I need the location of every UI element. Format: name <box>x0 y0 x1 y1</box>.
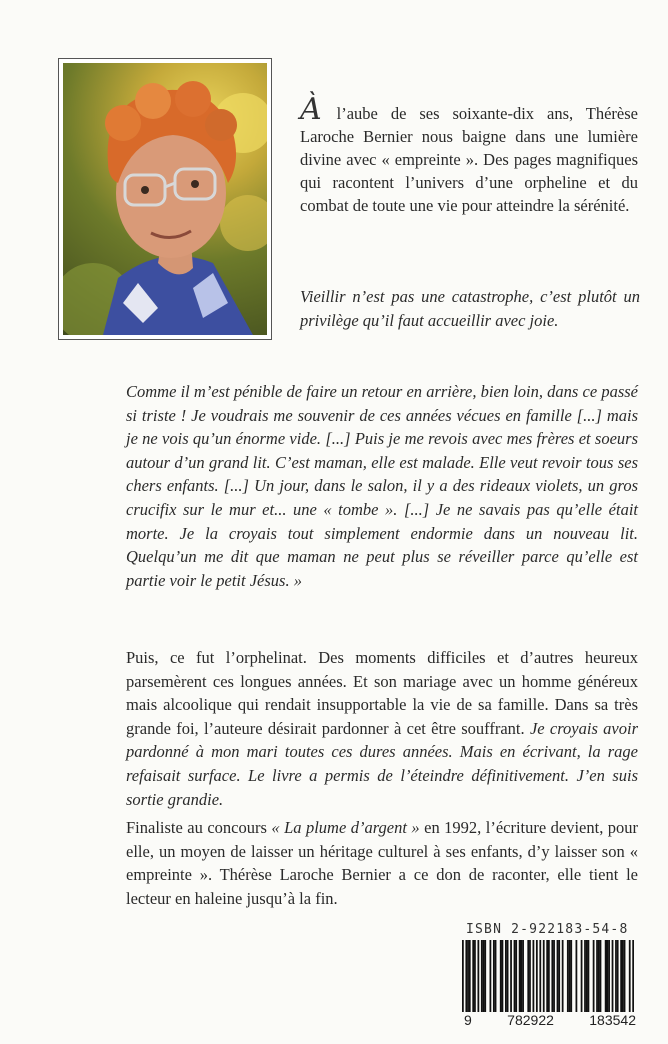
summary-paragraph <box>126 646 638 811</box>
intro-text: l’aube de ses soixante-dix ans, Thérèse Laroche Bernier nous baigne dans une lumière divine avec « empreinte ». Des pages magnifiques qui racontent l’univers d’une orpheline et du combat de toute une vie pour atteindre la sérénité. <box>300 104 638 215</box>
isbn-label: ISBN 2-922183-54-8 <box>466 922 629 937</box>
author-quote: Vieillir n’est pas une catastrophe, c’est plutôt un privilège qu’il faut accueillir avec joie. <box>300 287 640 330</box>
barcode-bar <box>484 940 486 1012</box>
barcode-bar <box>588 940 590 1012</box>
barcode-bar <box>529 940 531 1012</box>
author-portrait-image <box>63 63 267 335</box>
summary-text: Puis, ce fut l’orphelinat. Des moments difficiles et d’autres heureux parsemèrent ces longues années. Et son mariage avec un homme généreux mais alcoolique qui rendait insupportable la vie de sa famille. Dans sa très grande foi, l’auteure désirait pardonner à cet être souffrant. <box>126 648 638 738</box>
barcode-bar <box>495 940 497 1012</box>
barcode-bar <box>474 940 476 1012</box>
barcode-bar <box>557 940 559 1012</box>
barcode-bar <box>505 940 507 1012</box>
barcode-bar <box>569 940 571 1012</box>
barcode-bar <box>624 940 626 1012</box>
barcode-bar <box>581 940 583 1012</box>
barcode-bar <box>553 940 555 1012</box>
award-title: « La plume d’argent » <box>271 818 420 837</box>
barcode-bar <box>515 940 517 1012</box>
barcode-bar <box>546 940 548 1012</box>
barcode-bar <box>527 940 529 1012</box>
barcode-bar <box>598 940 600 1012</box>
barcode-bar <box>629 940 631 1012</box>
barcode-bar <box>533 940 535 1012</box>
barcode-bar <box>632 940 634 1012</box>
barcode-bar <box>548 940 550 1012</box>
barcode-bar <box>472 940 474 1012</box>
drop-cap-letter: À <box>300 92 322 127</box>
intro-paragraph <box>300 92 638 217</box>
barcode-bar <box>615 940 617 1012</box>
barcode-bar <box>510 940 512 1012</box>
barcode-bar <box>469 940 471 1012</box>
barcode-bar <box>483 940 485 1012</box>
barcode-bar <box>477 940 479 1012</box>
barcode-bar <box>490 940 492 1012</box>
barcode-bar <box>522 940 524 1012</box>
barcode-bar <box>519 940 521 1012</box>
barcode-bar <box>467 940 469 1012</box>
barcode-first-digit: 9 <box>464 1012 472 1028</box>
barcode-bar <box>567 940 569 1012</box>
barcode-bar <box>514 940 516 1012</box>
barcode-bar <box>520 940 522 1012</box>
barcode-bar <box>465 940 467 1012</box>
barcode-bar <box>462 940 464 1012</box>
award-text-after: en 1992, l’écriture devient, pour elle, un moyen de laisser un héritage culturel à ses enfants, d’y laisser son « empreinte ». Thérèse Laroche Bernier a ce don de raconter, elle tient le lecteur en haleine jusqu’à la fin. <box>126 818 639 908</box>
barcode-bar <box>612 940 614 1012</box>
barcode-bar <box>493 940 495 1012</box>
barcode-bar <box>507 940 509 1012</box>
barcode-bar <box>500 940 502 1012</box>
barcode-bar <box>584 940 586 1012</box>
award-paragraph <box>126 816 638 910</box>
barcode-bar <box>622 940 624 1012</box>
barcode-bar <box>539 940 541 1012</box>
barcode-bar <box>558 940 560 1012</box>
barcode-bar <box>608 940 610 1012</box>
barcode-bar <box>481 940 483 1012</box>
barcode-bar <box>543 940 545 1012</box>
barcode-number <box>464 1012 636 1028</box>
barcode-bar <box>502 940 504 1012</box>
author-photo <box>58 58 272 340</box>
book-excerpt: Comme il m’est pénible de faire un retour en arrière, bien loin, dans ce passé si triste ! Je voudrais me souvenir de ces années vécues en famille [...] mais je ne vois qu’un énorme vide. [...] Puis je me revois avec mes frères et soeurs autour d’un grand lit. C’est maman, elle est malade. Elle veut revoir tous ses chers enfants. [...] Un jour, dans le salon, il y a des rideaux violets, un gros crucifix sur le mur et... une « tombe ». [...] Je ne savais pas qu’elle était morte. Je la croyais tout simplement endormie dans un nouveau lit. Quelqu’un me dit que maman ne peut plus se réveiller parce qu’elle est partie voir le petit Jésus. » <box>126 382 638 590</box>
barcode-bar <box>620 940 622 1012</box>
barcode-bar <box>576 940 578 1012</box>
barcode-bar <box>617 940 619 1012</box>
barcode-left-group: 782922 <box>507 1012 554 1028</box>
barcode-bar <box>570 940 572 1012</box>
barcode-bar <box>605 940 607 1012</box>
barcode-bar <box>593 940 595 1012</box>
barcode-bar <box>562 940 564 1012</box>
barcode-bar <box>600 940 602 1012</box>
summary-italic-quote: Je croyais avoir pardonné à mon mari toutes ces dures années. Mais en écrivant, la rage refaisait surface. Le livre a permis de l’éteindre définitivement. J’en suis sortie grandie. <box>126 718 639 809</box>
barcode-right-group: 183542 <box>589 1012 636 1028</box>
barcode-icon <box>462 940 634 1012</box>
barcode-bar <box>551 940 553 1012</box>
barcode-bar <box>596 940 598 1012</box>
portrait-illustration <box>63 63 267 335</box>
barcode-bar <box>586 940 588 1012</box>
award-text-before: Finaliste au concours <box>126 818 267 837</box>
barcode-bar <box>536 940 538 1012</box>
barcode-bar <box>606 940 608 1012</box>
